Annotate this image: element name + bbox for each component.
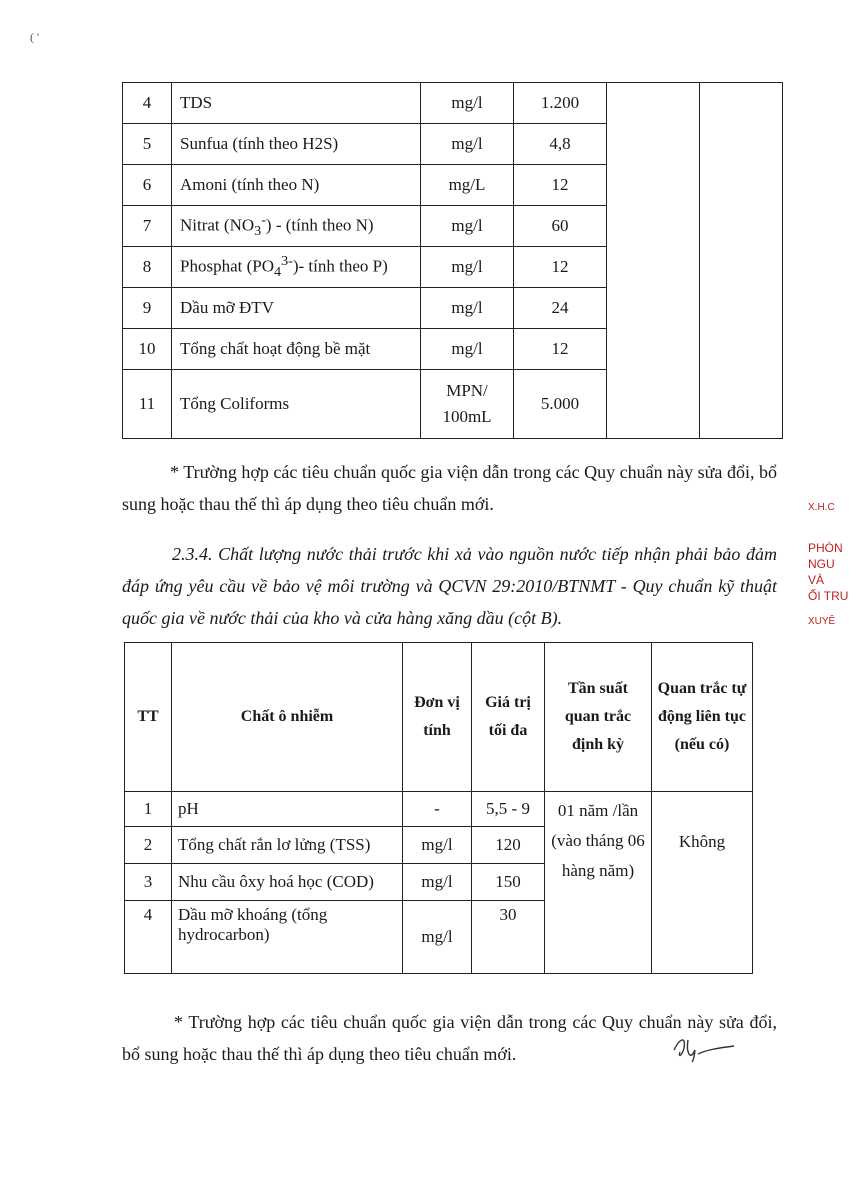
wastewater-quality-table xyxy=(124,642,753,974)
unit: mg/l xyxy=(403,864,472,901)
row-number: 4 xyxy=(125,901,172,974)
automatic-monitoring-cell xyxy=(700,83,783,439)
max-value: 1.200 xyxy=(514,83,607,124)
unit: mg/l xyxy=(421,206,514,247)
note-paragraph xyxy=(122,456,777,520)
pollutant-name: Amoni (tính theo N) xyxy=(172,165,421,206)
max-value: 12 xyxy=(514,247,607,288)
name-subscript: 3 xyxy=(254,223,262,240)
row-number: 2 xyxy=(125,827,172,864)
unit: - xyxy=(403,792,472,827)
name-text: )- tính theo P) xyxy=(292,256,388,276)
effluent-limits-table-continued xyxy=(122,82,783,439)
table-row xyxy=(123,83,783,124)
max-value: 12 xyxy=(514,165,607,206)
pollutant-name: TDS xyxy=(172,83,421,124)
pollutant-name: pH xyxy=(172,792,403,827)
section-2-3-4 xyxy=(122,538,777,634)
row-number: 4 xyxy=(123,83,172,124)
max-value: 24 xyxy=(514,288,607,329)
pollutant-name: Tổng Coliforms xyxy=(172,370,421,439)
max-value: 5,5 - 9 xyxy=(472,792,545,827)
row-number: 11 xyxy=(123,370,172,439)
unit-line: MPN/ xyxy=(446,381,488,400)
note-text: * Trường hợp các tiêu chuẩn quốc gia viện dẫn trong các Quy chuẩn này sửa đổi, bổ sung hoặc thau thế thì áp dụng theo tiêu chuẩn mới. xyxy=(122,1012,777,1064)
stamp xyxy=(808,490,849,640)
pollutant-name: Sunfua (tính theo H2S) xyxy=(172,124,421,165)
name-text: Nitrat (NO xyxy=(180,215,255,235)
unit: mg/l xyxy=(421,124,514,165)
max-value: 120 xyxy=(472,827,545,864)
section-text: 2.3.4. Chất lượng nước thải trước khi xả vào nguồn nước tiếp nhận phải bảo đảm đáp ứng yêu cầu về bảo vệ môi trường và QCVN 29:2010/BTNMT - Quy chuẩn kỹ thuật quốc gia về nước thải của kho và cửa hàng xăng dầu (cột B). xyxy=(122,544,777,628)
max-value: 150 xyxy=(472,864,545,901)
unit: mg/L xyxy=(421,165,514,206)
stamp-line: X.H.C xyxy=(808,502,835,513)
pollutant-name xyxy=(172,247,421,288)
frequency-cell xyxy=(607,83,700,439)
max-value: 12 xyxy=(514,329,607,370)
handwritten-initials xyxy=(672,1030,736,1064)
max-value: 30 xyxy=(472,901,545,974)
name-text: ) - (tính theo N) xyxy=(265,215,374,235)
corner-mark: ( ' xyxy=(30,30,40,44)
unit: mg/l xyxy=(421,288,514,329)
header-row xyxy=(125,643,753,792)
max-value: 4,8 xyxy=(514,124,607,165)
max-value: 60 xyxy=(514,206,607,247)
header-automatic-monitoring: Quan trắc tự động liên tục (nếu có) xyxy=(652,643,753,792)
pollutant-name: Dầu mỡ ĐTV xyxy=(172,288,421,329)
name-superscript: 3- xyxy=(281,252,293,269)
row-number: 9 xyxy=(123,288,172,329)
row-number: 1 xyxy=(125,792,172,827)
header-tt: TT xyxy=(125,643,172,792)
unit: mg/l xyxy=(403,901,472,974)
unit: mg/l xyxy=(421,83,514,124)
unit: mg/l xyxy=(421,329,514,370)
row-number: 8 xyxy=(123,247,172,288)
note-text: * Trường hợp các tiêu chuẩn quốc gia viện dẫn trong các Quy chuẩn này sửa đổi, bổ sung hoặc thau thế thì áp dụng theo tiêu chuẩn mới. xyxy=(122,462,777,514)
header-frequency: Tần suất quan trắc định kỳ xyxy=(545,643,652,792)
header-pollutant: Chất ô nhiễm xyxy=(172,643,403,792)
unit xyxy=(421,370,514,439)
pollutant-name xyxy=(172,206,421,247)
pollutant-name: Dầu mỡ khoáng (tổng hydrocarbon) xyxy=(172,901,403,974)
row-number: 5 xyxy=(123,124,172,165)
stamp-line: VÀ xyxy=(808,573,825,587)
pollutant-name: Tổng chất hoạt động bề mặt xyxy=(172,329,421,370)
unit: mg/l xyxy=(421,247,514,288)
header-max-value: Giá trị tối đa xyxy=(472,643,545,792)
row-number: 10 xyxy=(123,329,172,370)
stamp-line: XUYÊ xyxy=(808,616,836,627)
name-superscript: - xyxy=(261,211,266,228)
name-subscript: 4 xyxy=(273,264,282,281)
automatic-monitoring: Không xyxy=(652,792,753,974)
table-row xyxy=(125,792,753,827)
header-unit: Đơn vị tính xyxy=(403,643,472,792)
stamp-line: ỐI TRU xyxy=(808,589,849,603)
monitoring-frequency: 01 năm /lần (vào tháng 06 hàng năm) xyxy=(545,792,652,974)
row-number: 3 xyxy=(125,864,172,901)
unit-line: 100mL xyxy=(442,407,492,426)
row-number: 7 xyxy=(123,206,172,247)
pollutant-name: Nhu cầu ôxy hoá học (COD) xyxy=(172,864,403,901)
stamp-line: PHÒN xyxy=(808,541,843,555)
row-number: 6 xyxy=(123,165,172,206)
stamp-line: NGU xyxy=(808,557,835,571)
pollutant-name: Tổng chất rắn lơ lửng (TSS) xyxy=(172,827,403,864)
max-value: 5.000 xyxy=(514,370,607,439)
name-text: Phosphat (PO xyxy=(180,256,274,276)
unit: mg/l xyxy=(403,827,472,864)
